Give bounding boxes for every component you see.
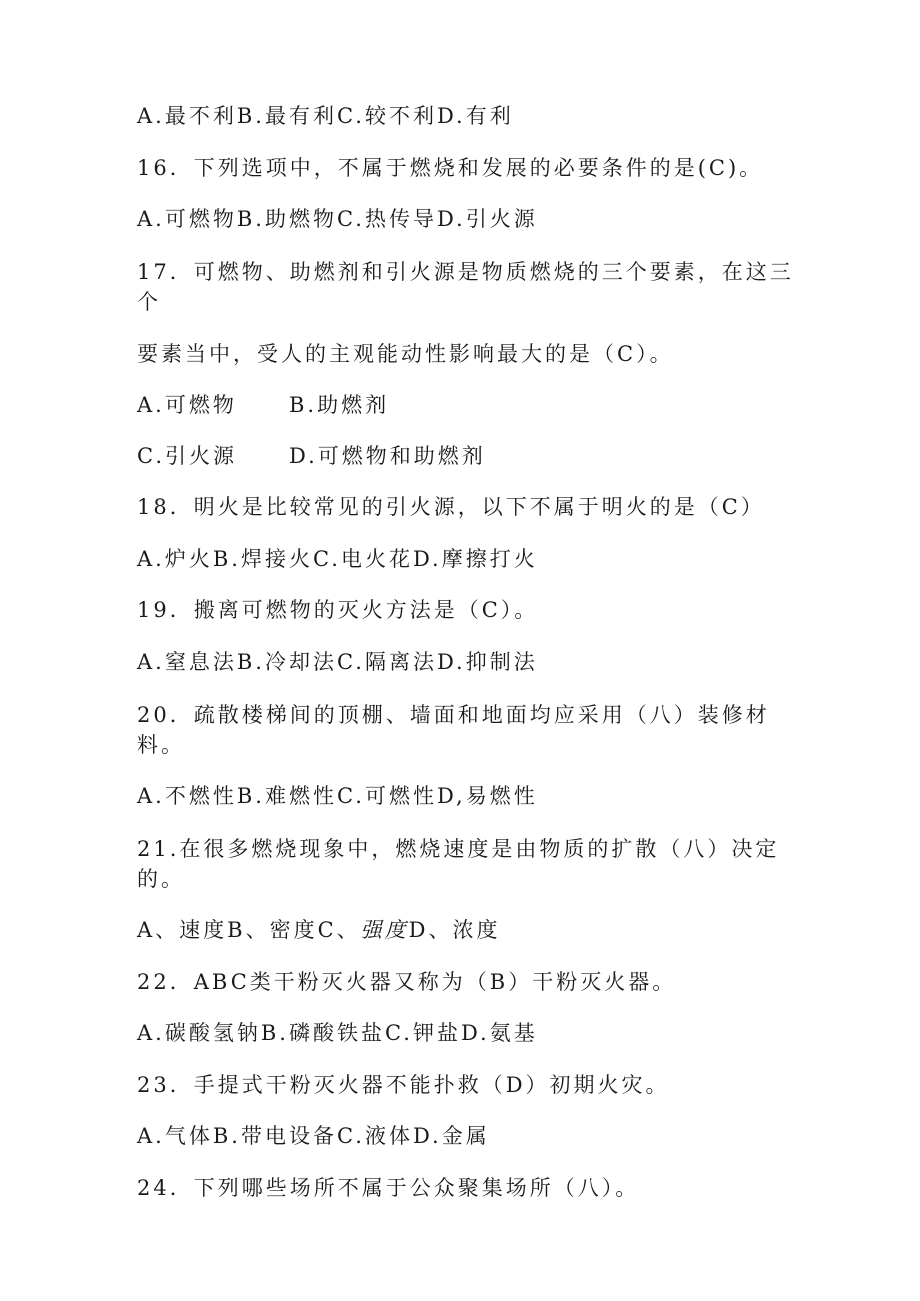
q15-options: A.最不利B.最有利C.较不利D.有利	[137, 104, 514, 128]
q18-options: A.炉火B.焊接火C.电火花D.摩擦打火	[137, 547, 538, 571]
q17-option-d: D.可燃物和助燃剂	[289, 444, 486, 468]
q20-options: A.不燃性B.难燃性C.可燃性D,易燃性	[137, 784, 538, 808]
q16-options: A.可燃物B.助燃物C.热传导D.引火源	[137, 207, 538, 231]
q17-option-c: C.引火源	[137, 444, 237, 468]
q21-question-line1: 21.在很多燃烧现象中，燃烧速度是由物质的扩散（八）决定	[137, 837, 780, 861]
q19-question: 19．搬离可燃物的灭火方法是（C）。	[137, 598, 539, 622]
q17-option-a: A.可燃物	[137, 393, 237, 417]
q17-question-line2: 个	[137, 290, 161, 314]
q24-question: 24．下列哪些场所不属于公众聚集场所（八）。	[137, 1176, 640, 1200]
q20-question-line1: 20．疏散楼梯间的顶棚、墙面和地面均应采用（八）装修材	[137, 703, 770, 727]
q22-question: 22．ABC类干粉灭火器又称为（B）干粉灭火器。	[137, 970, 677, 994]
q21-options-suffix: D、浓度	[408, 918, 501, 942]
q17-question-line1: 17．可燃物、助燃剂和引火源是物质燃烧的三个要素，在这三	[137, 260, 794, 284]
q16-question: 16．下列选项中，不属于燃烧和发展的必要条件的是(C)。	[137, 156, 764, 180]
q17-options-row1	[137, 392, 389, 418]
q17-question-line3: 要素当中，受人的主观能动性影响最大的是（C）。	[137, 342, 674, 366]
q21-option-c-text: 强度	[360, 918, 409, 942]
q17-options-row2	[137, 443, 486, 469]
q21-options-prefix: A、速度B、密度C、	[137, 918, 361, 942]
q20-question-line2: 料。	[137, 733, 185, 757]
q23-question: 23．手提式干粉灭火器不能扑救（D）初期火灾。	[137, 1073, 670, 1097]
q21-options	[137, 917, 501, 943]
q19-options: A.窒息法B.冷却法C.隔离法D.抑制法	[137, 650, 538, 674]
q22-options: A.碳酸氢钠B.磷酸铁盐C.钾盐D.氨基	[137, 1021, 538, 1045]
q21-question-line2: 的。	[137, 867, 185, 891]
q17-option-b: B.助燃剂	[289, 393, 390, 417]
q18-question: 18．明火是比较常见的引火源，以下不属于明火的是（C）	[137, 495, 765, 519]
q23-options: A.气体B.带电设备C.液体D.金属	[137, 1124, 490, 1148]
